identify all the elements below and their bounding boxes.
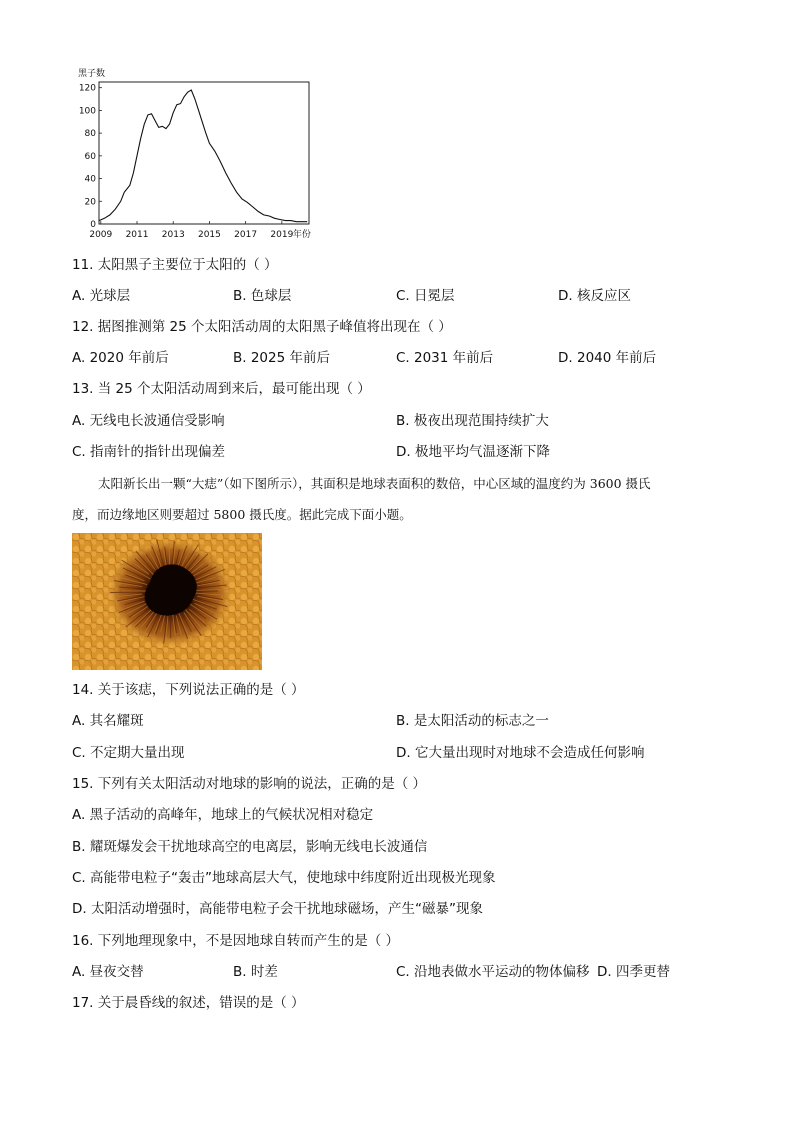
x-axis-title: 年份 [292,230,311,240]
y-tick-label: 20 [84,197,96,208]
q16-option-a: A. 昼夜交替 [72,964,144,980]
question-12-stem: 12. 据图推测第 25 个太阳活动周的太阳黑子峰值将出现在（ ） [72,319,452,335]
x-tick-label: 2011 [125,230,149,240]
x-tick-label: 2009 [89,230,113,240]
sunspot-series-line [99,90,307,222]
q11-option-c: C. 日冕层 [396,288,455,304]
sunspot-photo [72,533,262,670]
q13-option-d: D. 极地平均气温逐渐下降 [396,444,550,460]
q11-option-a: A. 光球层 [72,288,131,304]
q15-option-c: C. 高能带电粒子“轰击”地球高层大气，使地球中纬度附近出现极光现象 [72,870,496,886]
q12-option-c: C. 2031 年前后 [396,350,494,366]
q12-option-a: A. 2020 年前后 [72,350,169,366]
plot-frame [99,82,309,224]
y-tick-label: 100 [78,106,96,117]
y-tick-label: 60 [84,151,96,162]
sunspot-number-chart [70,62,340,244]
q14-option-c: C. 不定期大量出现 [72,745,185,761]
x-tick-label: 2013 [161,230,185,240]
q11-option-d: D. 核反应区 [558,288,631,304]
q14-option-b: B. 是太阳活动的标志之一 [396,713,549,729]
q13-option-b: B. 极夜出现范围持续扩大 [396,413,549,429]
y-tick-label: 120 [78,83,96,94]
q16-option-c: C. 沿地表做水平运动的物体偏移 [396,964,590,980]
q13-option-a: A. 无线电长波通信受影响 [72,413,225,429]
q12-option-d: D. 2040 年前后 [558,350,657,366]
question-11-stem: 11. 太阳黑子主要位于太阳的（ ） [72,257,278,273]
q15-option-a: A. 黑子活动的高峰年，地球上的气候状况相对稳定 [72,807,374,823]
x-tick-label: 2017 [234,230,258,240]
x-tick-label: 2015 [197,230,221,240]
question-15-stem: 15. 下列有关太阳活动对地球的影响的说法，正确的是（ ） [72,776,427,792]
passage-line-1: 太阳新长出一颗“大痣”（如下图所示），其面积是地球表面积的数倍，中心区域的温度约为 3600 摄氏 [98,476,651,491]
y-tick-label: 0 [90,220,96,230]
q14-option-a: A. 其名耀斑 [72,713,144,729]
reading-passage [72,468,724,530]
q16-option-d: D. 四季更替 [597,964,670,980]
question-17-stem: 17. 关于晨昏线的叙述，错误的是（ ） [72,995,305,1011]
q11-option-b: B. 色球层 [233,288,292,304]
q15-option-d: D. 太阳活动增强时，高能带电粒子会干扰地球磁场，产生“磁暴”现象 [72,901,483,917]
y-tick-label: 40 [84,174,96,185]
q13-option-c: C. 指南针的指针出现偏差 [72,444,226,460]
passage-line-2: 度，而边缘地区则要超过 5800 摄氏度。据此完成下面小题。 [72,507,412,522]
x-tick-label: 2019 [270,230,294,240]
q14-option-d: D. 它大量出现时对地球不会造成任何影响 [396,745,645,761]
y-tick-label: 80 [84,129,96,140]
question-13-stem: 13. 当 25 个太阳活动周到来后，最可能出现（ ） [72,381,371,397]
y-axis-title: 黑子数 [78,69,106,79]
q15-option-b: B. 耀斑爆发会干扰地球高空的电离层，影响无线电长波通信 [72,839,428,855]
q12-option-b: B. 2025 年前后 [233,350,330,366]
q16-option-b: B. 时差 [233,964,278,980]
question-16-stem: 16. 下列地理现象中，不是因地球自转而产生的是（ ） [72,933,400,949]
question-14-stem: 14. 关于该痣，下列说法正确的是（ ） [72,682,305,698]
